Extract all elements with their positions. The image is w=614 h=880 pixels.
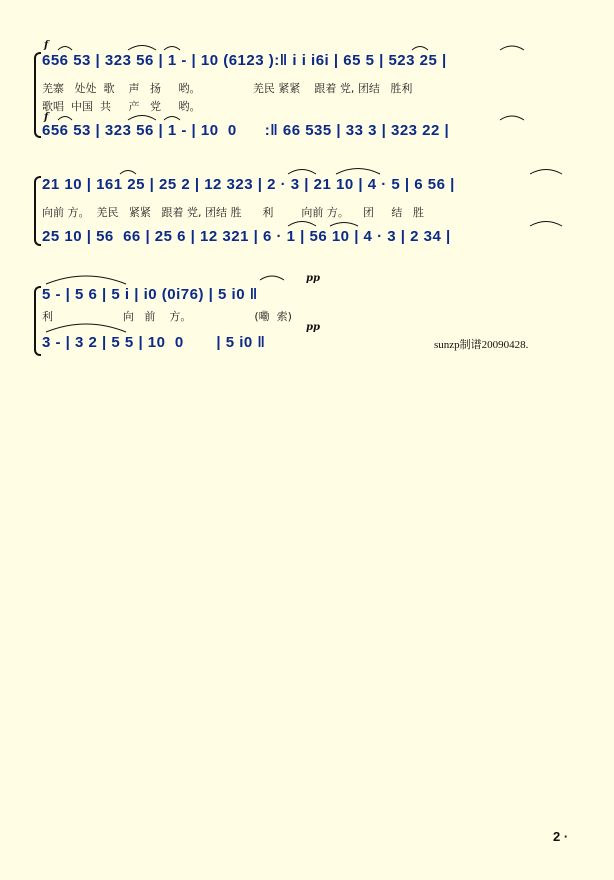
slur — [164, 117, 180, 121]
slur — [336, 169, 380, 175]
slur — [58, 47, 72, 51]
system-brace — [34, 176, 41, 246]
slur — [288, 170, 316, 175]
system-brace — [34, 52, 41, 138]
upper-voice-notes: 656 53 | 323 56 | 1 - | 10 (6123 ):‖ i i i6i | 65 5 | 523 25 | — [42, 52, 447, 69]
slur — [46, 276, 126, 284]
lower-voice-notes: 25 10 | 56 66 | 25 6 | 12 321 | 6 · 1 | 56 10 | 4 · 3 | 2 34 | — [42, 228, 451, 245]
slur — [164, 47, 180, 51]
upper-voice-notes: 21 10 | 161 25 | 25 2 | 12 323 | 2 · 3 | 21 10 | 4 · 5 | 6 56 | — [42, 176, 455, 193]
slur — [288, 222, 316, 227]
dynamic-marking: pp — [306, 322, 320, 333]
system-brace — [34, 286, 41, 356]
slur — [128, 46, 156, 51]
slur — [412, 47, 428, 51]
slur — [500, 46, 524, 50]
dynamic-marking: f — [44, 40, 49, 51]
dynamic-marking: f — [44, 112, 49, 123]
upper-voice-notes: 5 - | 5 6 | 5 i | i0 (0i76) | 5 i0 ‖ — [42, 286, 258, 303]
slur — [260, 276, 284, 280]
slur — [58, 117, 72, 121]
lower-voice-notes: 3 - | 3 2 | 5 5 | 10 0 | 5 i0 ‖ — [42, 334, 266, 351]
lower-voice-notes: 656 53 | 323 56 | 1 - | 10 0 :‖ 66 535 | 33 3 | 323 22 | — [42, 122, 450, 139]
slur — [128, 116, 156, 121]
page-number: 2 · — [553, 829, 569, 844]
slur — [530, 222, 562, 227]
slur — [330, 223, 358, 227]
lyrics-verse-1: 向前 方。 羌民 紧紧 跟着 党, 团结 胜 利 向前 方。 团 结 胜 — [42, 206, 424, 219]
lyrics-verse-1: 利 向 前 方。 (嘞 索) — [42, 310, 292, 323]
dynamic-marking: pp — [306, 273, 320, 284]
slur — [120, 171, 136, 175]
slur — [46, 324, 126, 332]
transcriber-credit: sunzp制谱20090428. — [434, 339, 529, 351]
slur — [530, 170, 562, 175]
lyrics-verse-2: 歌唱 中国 共 产 党 哟。 — [42, 100, 201, 113]
slur — [500, 116, 524, 120]
lyrics-verse-1: 羌寨 处处 歌 声 扬 哟。 羌民 紧紧 跟着 党, 团结 胜利 — [42, 82, 413, 95]
